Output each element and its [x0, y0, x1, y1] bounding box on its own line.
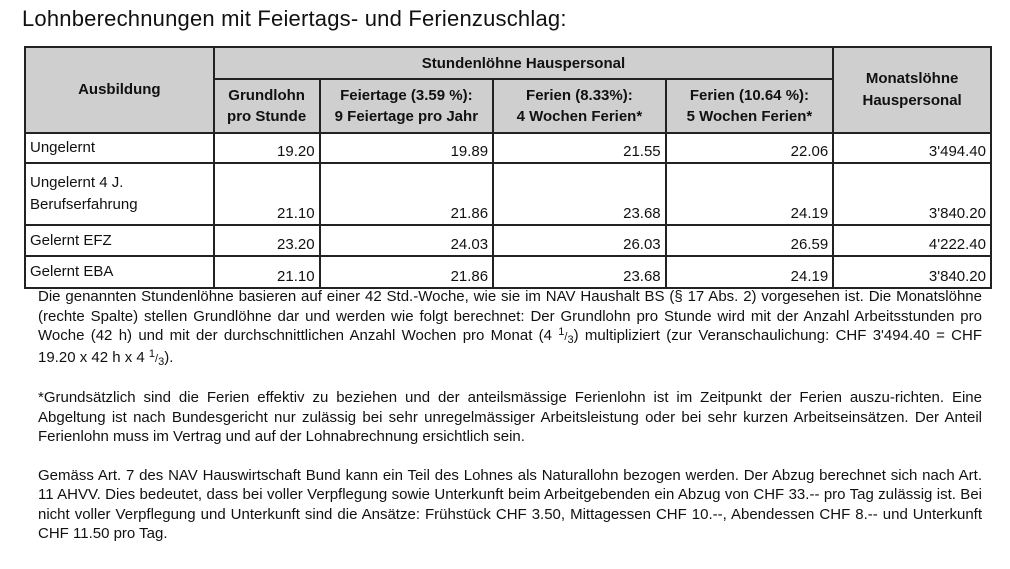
fraction-separator: / [564, 331, 568, 343]
note-paragraph-basis [38, 287, 982, 369]
row-label [25, 163, 214, 225]
cell-grundlohn: 21.10 [214, 163, 320, 225]
cell-ferien-4: 21.55 [493, 133, 666, 163]
table-row [25, 163, 991, 225]
subheader-line1: Ferien (10.64 %): [689, 87, 810, 104]
note-text: ). [164, 348, 174, 366]
subheader-line1: Grundlohn [228, 87, 305, 104]
row-label-line2: Berufserfahrung [30, 196, 138, 213]
cell-feiertage: 19.89 [320, 133, 494, 163]
header-ausbildung: Ausbildung [25, 47, 214, 133]
cell-feiertage: 21.86 [320, 163, 494, 225]
fraction-numerator: 1 [558, 326, 565, 338]
cell-monatslohn: 3'840.20 [833, 256, 991, 288]
table-row [25, 133, 991, 163]
fraction-numerator: 1 [148, 347, 156, 360]
cell-grundlohn: 21.10 [214, 256, 320, 288]
header-monatsloehne [833, 47, 991, 133]
cell-ferien-4: 23.68 [493, 256, 666, 288]
cell-grundlohn: 23.20 [214, 225, 320, 256]
cell-monatslohn: 3'494.40 [833, 133, 991, 163]
subheader-ferien-4 [493, 79, 666, 133]
cell-ferien-4: 26.03 [493, 225, 666, 256]
header-monatsloehne-line2: Hauspersonal [862, 92, 962, 109]
cell-ferien-5: 24.19 [666, 256, 834, 288]
header-stundenloehne: Stundenlöhne Hauspersonal [214, 47, 834, 79]
subheader-line2: pro Stunde [227, 108, 307, 125]
cell-feiertage: 24.03 [320, 225, 494, 256]
subheader-grundlohn [214, 79, 320, 133]
subheader-line2: 4 Wochen Ferien* [516, 108, 643, 125]
subheader-feiertage [320, 79, 494, 133]
fraction-denominator: 3 [158, 355, 165, 368]
fraction-one-third [148, 347, 165, 368]
subheader-ferien-5 [666, 79, 834, 133]
row-label-line1: Ungelernt 4 J. [30, 174, 124, 191]
table-header-row [25, 47, 991, 79]
cell-monatslohn: 4'222.40 [833, 225, 991, 256]
fraction-denominator: 3 [567, 334, 574, 346]
cell-grundlohn: 19.20 [214, 133, 320, 163]
page-title: Lohnberechnungen mit Feiertags- und Ferienzuschlag: [22, 6, 567, 31]
cell-ferien-5: 26.59 [666, 225, 834, 256]
cell-ferien-5: 24.19 [666, 163, 834, 225]
note-text: Die genannten Stundenlöhne basieren auf einer 42 Std.-Woche, wie sie im NAV Haushalt BS (§ 17 Abs. 2) vorgesehen ist. Die Monatslöhne (rechte Spalte) stellen Grundlöhne dar und werden wie folgt berechnet: Der Grundlohn pro Stunde wird mit der Anzahl Arbeitsstunden pro Woche (42 h) und mit der durchschnittlichen Anzahl Wochen pro Monat (4 [38, 288, 982, 344]
fraction-separator: / [155, 352, 159, 365]
note-paragraph-ferien: *Grundsätzlich sind die Ferien effektiv zu beziehen und der anteilsmässige Ferienlohn ist im Zeitpunkt der Ferien auszu-richten. Eine Abgeltung ist nach Bundesgericht nur zulässig bei sehr unregelmässiger Arbeitsleistung oder bei sehr kurzen Arbeitseinsätzen. Der Anteil Ferienlohn muss im Vertrag und auf der Lohnabrechnung ersichtlich sein. [38, 389, 982, 445]
notes-section [38, 287, 982, 563]
cell-ferien-5: 22.06 [666, 133, 834, 163]
wage-table [24, 46, 992, 289]
cell-ferien-4: 23.68 [493, 163, 666, 225]
table-row [25, 225, 991, 256]
row-label: Gelernt EBA [25, 256, 214, 288]
row-label: Gelernt EFZ [25, 225, 214, 256]
cell-feiertage: 21.86 [320, 256, 494, 288]
subheader-line1: Ferien (8.33%): [526, 87, 633, 104]
cell-monatslohn: 3'840.20 [833, 163, 991, 225]
row-label: Ungelernt [25, 133, 214, 163]
fraction-one-third [558, 326, 574, 346]
subheader-line2: 9 Feiertage pro Jahr [334, 108, 479, 125]
table-row [25, 256, 991, 288]
header-monatsloehne-line1: Monatslöhne [865, 70, 959, 87]
note-paragraph-naturallohn: Gemäss Art. 7 des NAV Hauswirtschaft Bund kann ein Teil des Lohnes als Naturallohn bezogen werden. Der Abzug berechnet sich nach Art. 11 AHVV. Dies bedeutet, dass bei voller Verpflegung sowie Unterkunft beim Arbeitgebenden ein Abzug von CHF 33.-- pro Tag zulässig ist. Bei nicht voller Verpflegung und Unterkunft sind die Ansätze: Frühstück CHF 3.50, Mittagessen CHF 10.--, Abendessen CHF 8.-- und Unterkunft CHF 11.50 pro Tag. [38, 466, 982, 542]
subheader-line1: Feiertage (3.59 %): [340, 87, 473, 104]
note-text: ) multipliziert (zur Veranschaulichung: CHF 3'494.40 = CHF 19.20 x 42 h x 4 [38, 327, 982, 366]
subheader-line2: 5 Wochen Ferien* [686, 108, 813, 125]
